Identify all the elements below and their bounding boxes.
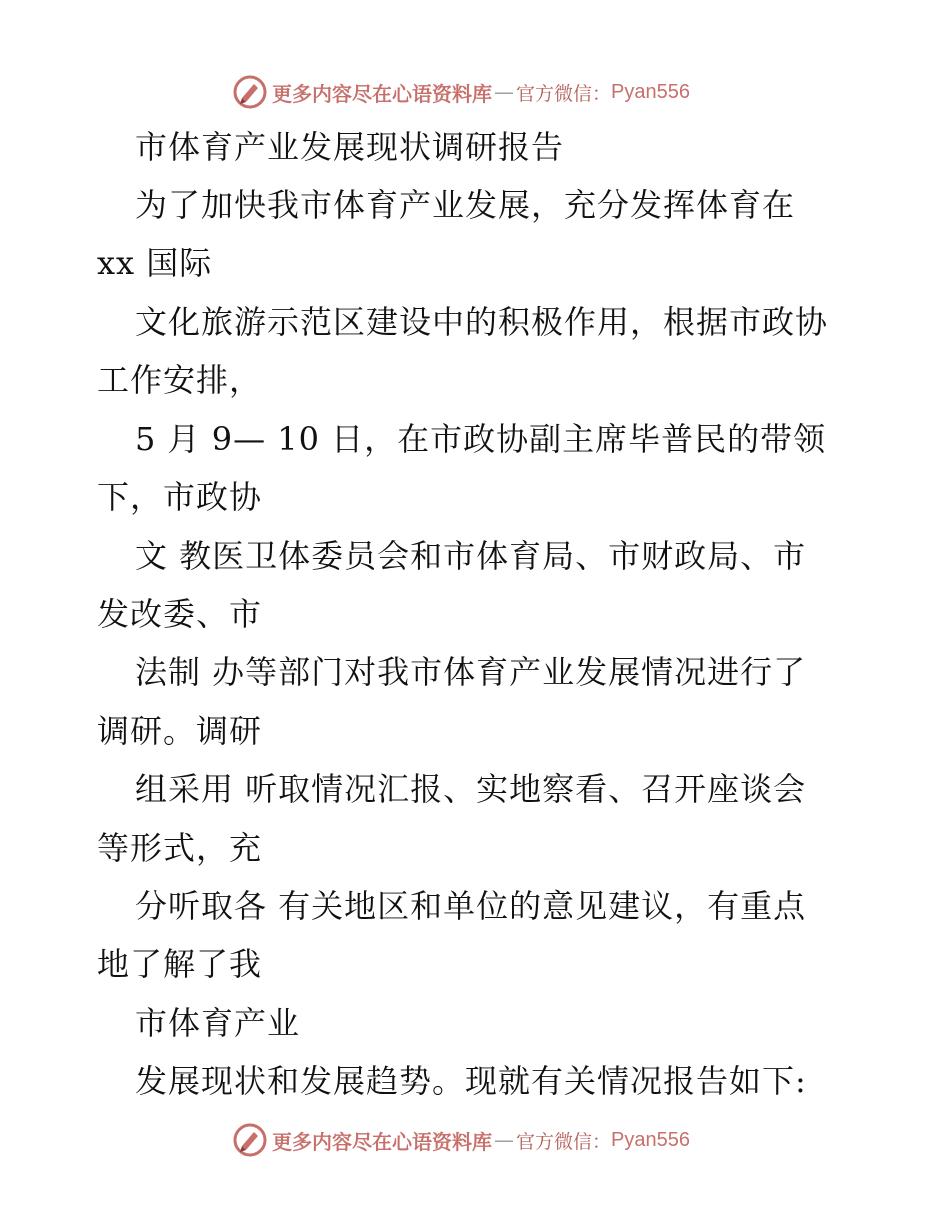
watermark-text: 更多内容尽在心语资料库 bbox=[272, 81, 492, 106]
text-line: xx 国际 bbox=[97, 244, 213, 282]
watermark-id: Pyan556 bbox=[611, 1128, 690, 1151]
watermark-id: Pyan556 bbox=[611, 80, 690, 103]
text-line: 为了加快我市体育产业发展，充分发挥体育在 bbox=[135, 186, 796, 224]
text-line: 发改委、市 bbox=[97, 595, 263, 633]
text-line: 地了解了我 bbox=[97, 945, 263, 983]
text-line: 调研。调研 bbox=[97, 712, 263, 750]
footer-watermark bbox=[232, 1120, 690, 1160]
pen-circle-logo-icon bbox=[232, 74, 268, 110]
text-line: 等形式，充 bbox=[97, 829, 263, 867]
text-line: 文化旅游示范区建设中的积极作用，根据市政协 bbox=[135, 303, 829, 341]
text-line: 工作安排， bbox=[97, 361, 263, 399]
watermark-dash: — bbox=[494, 80, 514, 104]
document-title: 市体育产业发展现状调研报告 bbox=[135, 128, 565, 166]
text-line: 法制 办等部门对我市体育产业发展情况进行了 bbox=[135, 653, 807, 691]
text-line: 分听取各 有关地区和单位的意见建议，有重点 bbox=[135, 887, 807, 925]
header-watermark bbox=[232, 72, 690, 112]
watermark-label: 官方微信： bbox=[516, 1130, 612, 1153]
watermark-label: 官方微信： bbox=[516, 82, 612, 105]
pen-circle-logo-icon bbox=[232, 1122, 268, 1158]
text-line: 下，市政协 bbox=[97, 478, 263, 516]
watermark-dash: — bbox=[494, 1128, 514, 1152]
text-line: 市体育产业 bbox=[135, 1004, 301, 1042]
text-line: 文 教医卫体委员会和市体育局、市财政局、市 bbox=[135, 537, 807, 575]
watermark-text: 更多内容尽在心语资料库 bbox=[272, 1129, 492, 1154]
text-line: 5 月 9— 10 日，在市政协副主席毕普民的带领 bbox=[135, 420, 827, 458]
text-line: 组采用 听取情况汇报、实地察看、召开座谈会 bbox=[135, 770, 807, 808]
text-line: 发展现状和发展趋势。现就有关情况报告如下: bbox=[135, 1062, 807, 1100]
